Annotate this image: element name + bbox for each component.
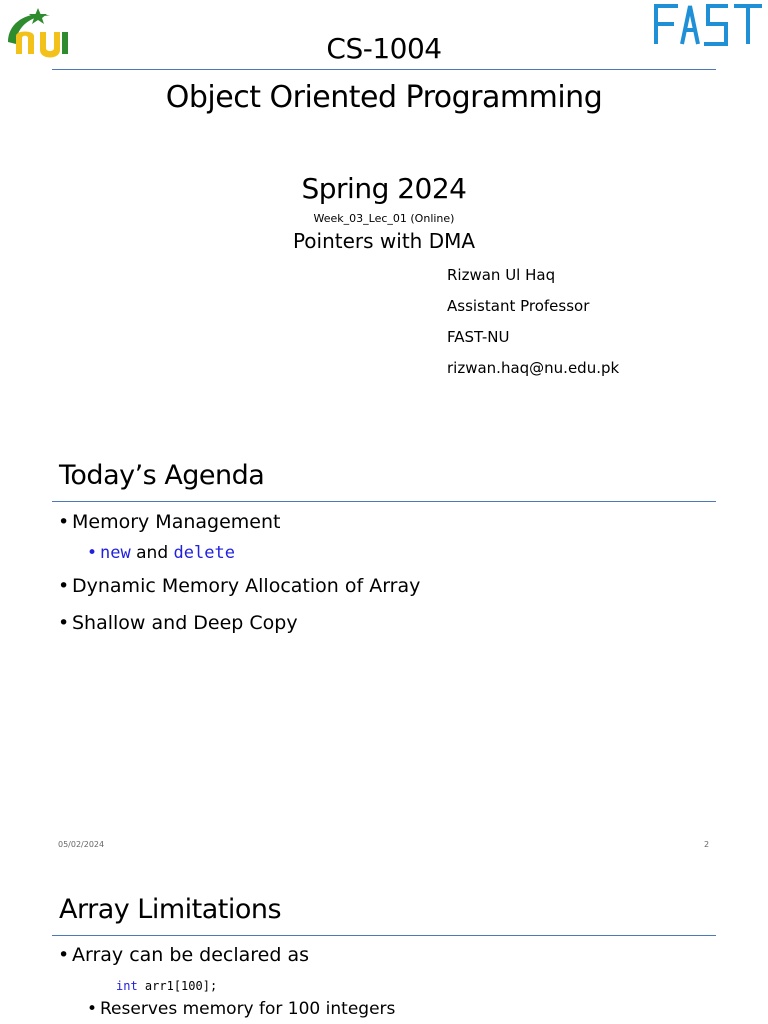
agenda-bullet-1-text: Memory Management [72,511,281,533]
course-title: Object Oriented Programming [165,80,603,115]
code-line [116,979,217,993]
instructor-email: rizwan.haq@nu.edu.pk [447,359,620,377]
instructor-name: Rizwan Ul Haq [447,266,556,284]
topic: Pointers with DMA [292,229,476,253]
sub-bullet-and: and [136,543,169,563]
code-keyword-int: int [116,979,138,993]
instructor-institution: FAST-NU [447,328,510,346]
slide-number: 2 [704,840,710,849]
array-sub-bullet-1: • Reserves memory for 100 integers [87,999,396,1019]
agenda-sub-bullet: • new and delete [87,543,235,563]
agenda-title: Today’s Agenda [59,460,265,491]
array-bullet-1-text: Array can be declared as [72,944,310,966]
agenda-bullet-3: • Shallow and Deep Copy [58,612,298,634]
array-bullet-1: • Array can be declared as [58,944,310,966]
agenda-bullet-3-text: Shallow and Deep Copy [72,612,298,634]
instructor-position: Assistant Professor [447,297,590,315]
title-rule [52,69,716,70]
agenda-bullet-2: • Dynamic Memory Allocation of Array [58,575,421,597]
array-rule [52,935,716,936]
agenda-rule [52,501,716,502]
lecture-id: Week_03_Lec_01 (Online) [313,212,455,225]
keyword-new: new [100,543,131,563]
keyword-delete: delete [173,543,235,563]
array-limitations-title: Array Limitations [59,894,282,925]
agenda-bullet-2-text: Dynamic Memory Allocation of Array [72,575,421,597]
code-declaration: arr1[100]; [144,979,218,993]
agenda-bullet-1: • Memory Management [58,511,281,533]
term: Spring 2024 [301,172,467,205]
slide-date: 05/02/2024 [58,840,105,849]
array-sub-bullet-1-text: Reserves memory for 100 integers [100,999,396,1019]
course-code: CS-1004 [326,32,442,65]
